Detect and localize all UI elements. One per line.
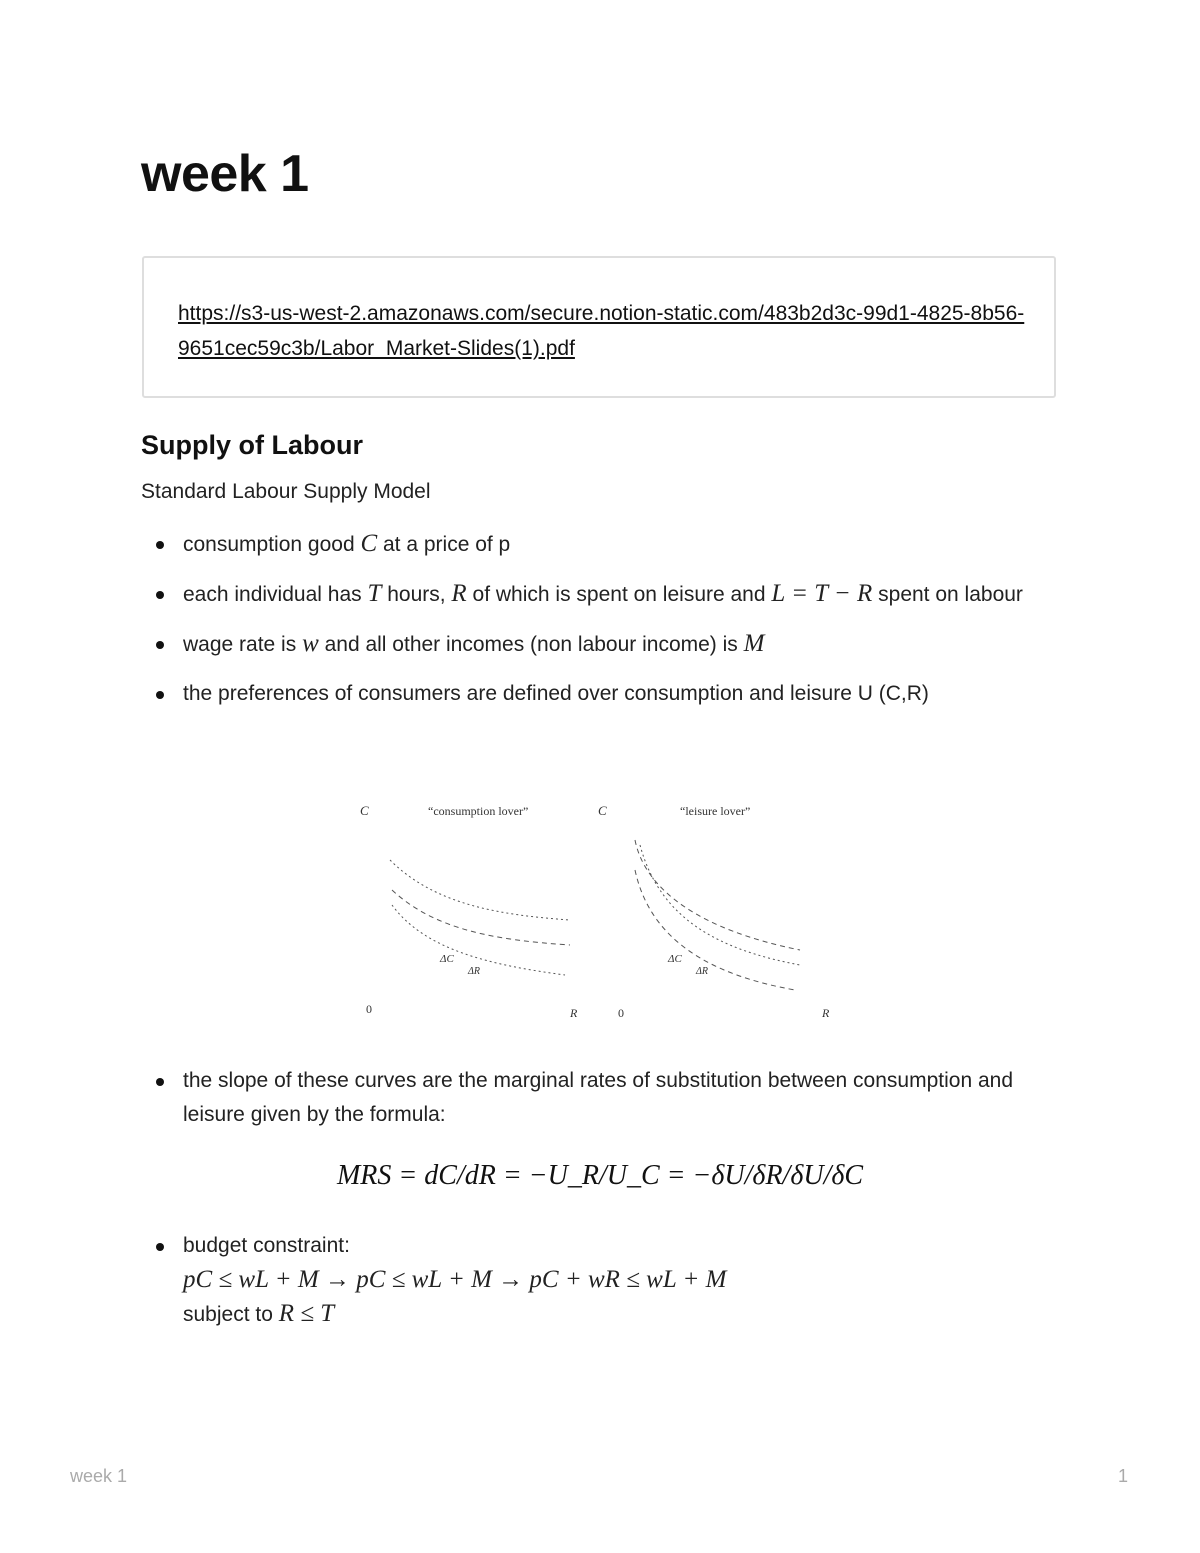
left-delta-r: ΔR bbox=[468, 966, 480, 977]
mrs-list bbox=[141, 1064, 1061, 1147]
left-curve-top bbox=[390, 860, 570, 920]
list-item: budget constraint: pC ≤ wL + M → pC ≤ wL + M → pC + wR ≤ wL + M subject to R ≤ T bbox=[141, 1229, 1061, 1332]
mrs-formula: MRS = dC/dR = −U_R/U_C = −δU/δR/δU/δC bbox=[336, 1160, 864, 1191]
right-curve-bottom bbox=[635, 870, 795, 990]
right-curve-middle bbox=[640, 845, 800, 965]
right-axis-r-label: R bbox=[822, 1006, 830, 1020]
page-number: 1 bbox=[1117, 1466, 1128, 1486]
left-curve-middle bbox=[392, 890, 570, 945]
pdf-bookmark[interactable] bbox=[142, 256, 1056, 398]
left-delta-c: ΔC bbox=[440, 953, 454, 965]
left-axis-c-label: C bbox=[360, 803, 369, 818]
list-item: the preferences of consumers are defined over consumption and leisure U (C,R) bbox=[141, 677, 1061, 711]
right-origin-label: 0 bbox=[618, 1006, 624, 1020]
right-axis-c-label: C bbox=[598, 803, 607, 818]
right-curve-top bbox=[635, 840, 800, 950]
left-axis-r-label: R bbox=[570, 1006, 578, 1020]
right-delta-c: ΔC bbox=[668, 953, 682, 965]
list-item: the slope of these curves are the marginal rates of substitution between consumption and leisure given by the formula: bbox=[141, 1064, 1061, 1132]
list-item: wage rate is w and all other incomes (non labour income) is M bbox=[141, 627, 1061, 662]
right-delta-r: ΔR bbox=[696, 966, 708, 977]
right-panel-label: “leisure lover” bbox=[680, 804, 751, 818]
list-item: each individual has T hours, R of which is spent on leisure and L = T − R spent on labour bbox=[141, 577, 1061, 612]
left-curve-bottom bbox=[392, 905, 565, 975]
page-title: week 1 bbox=[141, 145, 309, 203]
left-panel-label: “consumption lover” bbox=[428, 804, 529, 818]
left-origin-label: 0 bbox=[366, 1002, 372, 1016]
budget-equation: pC ≤ wL + M → pC ≤ wL + M → pC + wR ≤ wL + M bbox=[183, 1266, 727, 1293]
budget-list bbox=[141, 1229, 1061, 1347]
section-heading: Supply of Labour bbox=[141, 430, 363, 460]
list-item: consumption good C at a price of p bbox=[141, 527, 1061, 562]
footer-title: week 1 bbox=[70, 1466, 128, 1486]
model-label: Standard Labour Supply Model bbox=[141, 480, 431, 503]
pdf-link[interactable]: https://s3-us-west-2.amazonaws.com/secure.notion-static.com/483b2d3c-99d1-4825-8b56-9651cec59c3b/Labor_Market-Slides(1).pdf bbox=[178, 302, 1025, 360]
indifference-curves-figure bbox=[340, 780, 860, 1030]
assumption-list bbox=[141, 527, 1061, 726]
